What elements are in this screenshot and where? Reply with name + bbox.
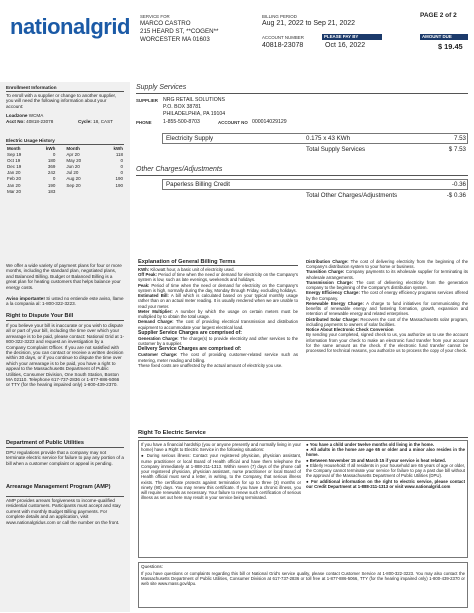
usage-cell: Dec 19	[7, 164, 22, 170]
divider	[6, 144, 124, 145]
total-supply-label: Total Supply Services	[306, 146, 366, 153]
enrollment-text: To enroll with a supplier or change to another supplier, you will need the following information about your account:	[6, 93, 117, 109]
usage-header-month: Month	[7, 146, 21, 151]
service-address-line1: 215 HEARD ST, **COGEN**	[140, 28, 219, 35]
usage-header-kwh: kWh	[113, 146, 123, 151]
usage-cell: Jun 20	[66, 164, 80, 170]
supplier-charges-title: Supplier Service Charges are comprised of:	[138, 329, 242, 336]
usage-cell	[103, 189, 124, 195]
phone-label: PHONE	[136, 120, 152, 125]
supply-services-title: Supply Services	[136, 84, 187, 91]
usage-cell: 0	[120, 170, 123, 176]
usage-row	[6, 189, 124, 195]
service-address-line2: WORCESTER MA 01603	[140, 36, 210, 43]
term-item: Demand Charge: The cost of providing electrical transmission and distribution equipment to accommodate your largest electrical load.	[138, 319, 299, 330]
divider	[136, 93, 468, 94]
right-to-service-right	[306, 442, 465, 489]
usage-cell: 190	[47, 182, 56, 188]
usage-history-title: Electric Usage History	[6, 138, 55, 143]
usage-cell: 190	[115, 182, 123, 188]
supplier-address2: PHILADELPHIA, PA 19104	[163, 111, 226, 117]
usage-cell: 0	[120, 164, 123, 170]
amp-text: AMP provides arrears forgiveness to income-qualified residential customers. Participants must accept and stay current with monthly Budget Billing payments. For complete details and an application, visit www.nationalgridus.com or call the number on the front.	[6, 498, 121, 525]
term-item: Renewable Energy Charge: A charge to fund initiatives for communicating the benefits of renewable energy and fostering formation, growth, expansion and retention of renewable energy and related enterprises.	[306, 300, 468, 317]
electricity-supply-label: Electricity Supply	[166, 135, 214, 142]
term-item: By sending your completed, signed check to us, you authorize us to use the account information from your check to make an electronic fund transfer from your account for the same amount as the check. If the electronic fund transfer cannot be processed for technical reasons, you authorize us to process the copy of your check.	[306, 332, 468, 353]
page-indicator: PAGE 2 of 2	[420, 12, 457, 19]
terms-column-2	[306, 259, 468, 353]
usage-cell: 190	[115, 176, 123, 182]
term-item: Meter Multiplier: A number by which the usage on certain meters must be multiplied by to obtain the total usage.	[138, 308, 298, 320]
usage-cell: 369	[47, 164, 56, 170]
term-item: Estimated Bill: A bill which is calculated based on your typical monthly usage rather than on an actual meter reading. It is usually rendered when we are unable to read your meter.	[138, 293, 298, 309]
total-supply-amount: $ 7.53	[448, 146, 466, 153]
usage-cell: Jan 20	[7, 182, 21, 188]
divider	[6, 91, 124, 92]
divider	[136, 175, 468, 176]
service-bullet: ● Between November 15 and March 15 if your service is heat related.	[306, 457, 446, 463]
questions-text: If you have questions or complaints regarding this bill or National Grid's service quality, please contact Customer Service at 1-800-322-3223. You may also contact the Massachusetts Department of Public Utilities, Consumer Division at 617-737-2836 or toll free at 1-877-886-5066, TTY (for the hearing impaired only) 1-800-439-2370 or web site www.mass.gov/dpu.	[141, 571, 465, 587]
service-bullet: ● You have a child under twelve months old living in the home.	[306, 442, 435, 447]
loadzone-row: Loadzone WCMA	[6, 113, 44, 118]
divider	[6, 496, 124, 497]
dpu-text: DPU regulations provide that a company may not terminate electric service for failure to pay any portion of a bill when a customer complaint or appeal is pending.	[6, 450, 124, 466]
total-other-label: Total Other Charges/Adjustments	[306, 192, 398, 199]
usage-cell: 0	[120, 158, 123, 164]
enrollment-title: Enrollment Information	[6, 85, 57, 90]
amount-due-label: AMOUNT DUE	[420, 34, 468, 40]
supplier-label: SUPPLIER	[136, 98, 158, 103]
national-grid-logo: nationalgrid	[10, 14, 130, 39]
term-item: Energy Efficiency Charge: The cost of energy efficiency programs services offered by the Company.	[306, 290, 469, 301]
service-bullet: ● For additional information on the right to electric service, please contact our Credit Department at 1-888-211-1313 or visit www.nationalgrid.com	[306, 478, 465, 489]
terms-column-1	[138, 267, 298, 368]
usage-cell: Jul 20	[66, 170, 79, 176]
amp-title: Arrearage Management Program (AMP)	[6, 484, 111, 490]
electricity-supply-amount: 7.53	[453, 135, 466, 142]
right-to-service-left	[141, 442, 301, 501]
divider	[138, 265, 298, 266]
usage-cell	[56, 189, 103, 195]
other-charges-title: Other Charges/Adjustments	[136, 166, 223, 173]
cycle-row: Cycle: 18, CAST	[78, 119, 113, 124]
divider	[6, 320, 124, 321]
electricity-supply-rate: 0.175 x 43 KWh	[306, 135, 351, 142]
divider	[138, 437, 468, 438]
paperless-credit-label: Paperless Billing Credit	[166, 181, 230, 188]
right-to-service-intro: If you have a financial hardship (you or anyone presently and normally living in your home) have a Right to Electric Service in the following situations:	[141, 442, 301, 453]
term-item: Customer Charge: The cost of providing customer-related service such as metering, meter reading and billing.	[138, 352, 298, 363]
term-item: Notice About Electronic Check Conversion	[306, 327, 394, 333]
usage-cell: Apr 20	[66, 152, 80, 158]
acct-no-row: Acct No: 40818-23078	[6, 119, 54, 124]
pay-by-label: PLEASE PAY BY	[322, 34, 382, 40]
serious-illness-bullet: ● During serious illness: Contact your registered physician, physician assistant, nurse practitioner or local Board of Health official and have them telephone the Company immediately at 1-888-211-1313. Within seven (7) days of the phone call your registered physician, physician assistant, nurse practitioner or local Board of Health official must send a letter, in writing, to the Company, that serious illness exists. The certificate protects against termination for up to three (3) months or ninety (90) days. You may renew this certificate. If you have a chronic illness, you will require renewals as necessary. Your failure to renew such certification of serious illness as set out here may result in your service being terminated.	[141, 453, 301, 501]
dispute-title: Right to Dispute Your Bill	[6, 313, 74, 319]
paperless-credit-amount: -0.36	[451, 181, 466, 188]
usage-cell: 183	[47, 188, 56, 194]
usage-cell: May 20	[66, 158, 82, 164]
fixed-costs-note: These fixed costs are unaffected by the actual amount of electricity you use.	[138, 362, 283, 368]
usage-cell: 180	[47, 158, 56, 164]
usage-cell: 118	[115, 152, 123, 158]
usage-cell: Oct 19	[7, 158, 21, 164]
service-for-label: SERVICE FOR	[140, 14, 170, 19]
service-bullet: ● All adults in the home are age 65 or older and a minor also resides in the home.	[306, 447, 465, 458]
account-number: 40818-23078	[262, 42, 304, 49]
term-item: KWh: Kilowatt hour, a basic unit of electricity used.	[138, 267, 235, 272]
amount-due: $ 19.45	[438, 42, 463, 51]
usage-cell: 242	[47, 170, 56, 176]
usage-cell: 0	[52, 176, 56, 182]
usage-cell: Feb 20	[7, 176, 22, 182]
dispute-text: If you believe your bill is inaccurate or you wish to dispute all or part of your bill, including the time over which your arrearage is to be paid, please contact: National Grid at 1-800-322-3223 and request an investigation by a Company Complaint Officer. If you are not satisfied with the decision, you can contact or receive a written decision within 30 days, or if you continue to dispute the time over which your arrearage is to be paid, you have a right to appeal to the Massachusetts Department of Public Utilities, Consumer Division, One South Station, Boston MA 02110. Telephone 617-737-2836 or 1-877-886-5066 or TTY (for the hearing impaired only) 1-800-439-2370.	[6, 323, 124, 388]
customer-name: MARCO CASTRO	[140, 20, 191, 27]
supplier-address1: P.O. BOX 38781	[163, 104, 201, 110]
usage-cell: Jan 20	[7, 170, 21, 176]
usage-history-table	[6, 146, 124, 195]
questions-label: Questions:	[141, 564, 163, 569]
divider	[6, 447, 124, 448]
term-item: Distribution Charge: The cost of delivering electricity from the beginning of the Company's distribution system to your home or business.	[306, 259, 468, 270]
usage-cell: Aug 20	[66, 176, 81, 182]
term-item: Transition Charge: Company payments to its wholesale supplier for terminating its wholesale arrangements.	[306, 269, 468, 280]
term-item: Transmission Charge: The cost of delivering electricity from the generation company to the beginning of the Company's distribution system.	[306, 279, 468, 291]
usage-header-month: Month	[66, 146, 80, 151]
usage-cell: 0	[52, 152, 56, 158]
usage-cell: Sep 19	[7, 152, 22, 158]
supplier-phone: 1-855-500-8703	[163, 119, 200, 125]
term-item: Peak: Period of time when the need or demand for electricity on the Company's system is high, normally during the day, Monday through Friday, excluding holidays.	[138, 282, 298, 293]
right-to-service-title: Right To Electric Service	[138, 430, 206, 436]
payment-plans-text: We offer a wide variety of payment plans for four or more months, including the standard plan, negotiated plans, and Balanced Billing. Budget or Balanced Billing is a great plan for heating customers that helps balance your energy costs.	[6, 263, 122, 290]
account-number-label: ACCOUNT NUMBER	[262, 35, 304, 40]
term-item: Off Peak: Period of time when the need or demand for electricity on the Company's system is low, such as late evenings, weekends and holidays.	[138, 272, 298, 283]
delivery-charges-title: Delivery Service Charges are comprised of:	[138, 346, 242, 353]
account-no-label: ACCOUNT NO	[218, 120, 248, 125]
dpu-title: Department of Public Utilities	[6, 440, 85, 446]
terms-title: Explanation of General Billing Terms	[138, 259, 236, 265]
service-bullet: ● Elderly Household: If all residents in your household are 65 years of age or older, the Company cannot terminate your service for failure to pay a past due bill without the approval of the Massachusetts Department of Public Utilities (DPU).	[306, 462, 465, 479]
usage-cell: Sep 20	[66, 182, 81, 188]
billing-period-label: BILLING PERIOD	[262, 14, 297, 19]
term-item: Distributed Solar Charge: Recovers the cost of the Massachusetts solar program, including payments to owners of solar facilities.	[306, 316, 468, 327]
pay-by-date: Oct 16, 2022	[325, 42, 366, 49]
supplier-account-no: 000014029129	[252, 119, 287, 125]
total-other-amount: -$ 0.36	[446, 192, 466, 199]
usage-cell: Mar 20	[7, 188, 22, 194]
supplier-name: NRG RETAIL SOLUTIONS	[163, 97, 225, 103]
billing-period: Aug 21, 2022 to Sep 21, 2022	[262, 20, 356, 27]
usage-header-kwh: kWh	[45, 146, 56, 151]
term-item: Generation Charge: The charge(s) to provide electricity and other services to the customer by a supplier.	[138, 335, 298, 347]
spanish-notice: Aviso importante! Si usted no entiende este aviso, llame a la compania al: 1-800-322-3223.	[6, 296, 124, 307]
